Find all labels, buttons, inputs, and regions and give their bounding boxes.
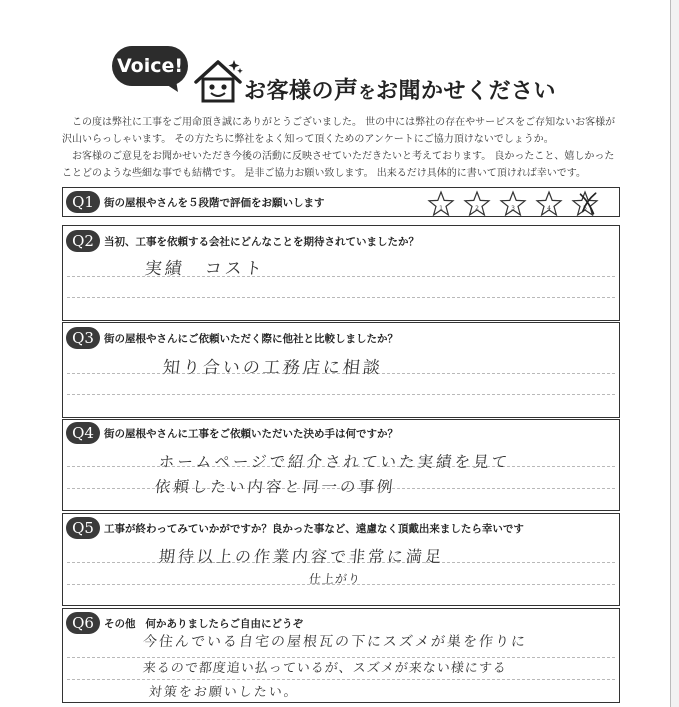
rating-star-number: 4 — [547, 205, 551, 212]
rating-star-1[interactable] — [427, 190, 455, 218]
rating-star-number: 5 — [583, 205, 587, 212]
question-badge: Q5 — [66, 517, 100, 539]
question-q4 — [62, 419, 620, 511]
rating-star-3[interactable] — [499, 190, 527, 218]
rating-star-number: 1 — [439, 205, 443, 212]
question-text: 当初、工事を依頼する会社にどんなことを期待されていましたか？ — [104, 235, 419, 248]
voice-badge-label: Voice! — [116, 55, 184, 77]
question-badge: Q3 — [66, 327, 100, 349]
rating-star-number: 2 — [475, 205, 479, 212]
question-text: 街の屋根やさんにご依頼いただく際に他社と比較しましたか？ — [104, 332, 398, 345]
star-icon — [535, 190, 563, 218]
question-badge: Q4 — [66, 422, 100, 444]
handwritten-answer-line-1: ホームページで紹介されていた実績を見て — [157, 453, 512, 471]
question-label: その他 — [104, 617, 136, 630]
handwritten-answer-line-2: 来るので都度追い払っているが、スズメが来ない様にする — [142, 661, 508, 676]
intro-paragraph-2: お客様のご意見をお聞かせいただき今後の活動に反映させていただきたいと考えております。 良かったこと、嬉しかったことどのような些細な事でも結構です。 是非ご協力お願い致します。 出来るだけ具体的に書いて頂ければ幸いです。 — [62, 151, 615, 179]
question-badge: Q6 — [66, 612, 100, 634]
question-q5 — [62, 513, 620, 606]
smiling-house-icon — [192, 54, 244, 106]
question-text: 工事が終わってみていかがですか？良かった事など、遠慮なく頂戴出来ましたら幸いです — [104, 522, 524, 535]
handwritten-answer: 期待以上の作業内容で非常に満足 — [157, 547, 445, 566]
page-edge-line — [670, 0, 671, 707]
question-text: 何かありましたらご自由にどうぞ — [145, 617, 303, 630]
rating-star-number: 3 — [511, 205, 515, 212]
intro-text — [62, 114, 618, 182]
voice-badge — [112, 46, 190, 94]
star-icon — [463, 190, 491, 218]
selected-rating-mark — [573, 190, 601, 218]
survey-header — [112, 42, 582, 114]
handwritten-answer: 実績 コスト — [143, 259, 266, 279]
question-q6 — [62, 608, 620, 703]
handwritten-answer-line-1: 今住んでいる自宅の屋根瓦の下にスズメが巣を作りに — [142, 634, 528, 650]
page-title: お客様の声をお聞かせください — [244, 76, 557, 104]
question-q1 — [62, 187, 620, 217]
question-text: 街の屋根やさんに工事をご依頼いただいた決め手は何ですか？ — [104, 427, 398, 440]
intro-paragraph-1: この度は弊社に工事をご用命頂き誠にありがとうございました。 世の中には弊社の存在やサービスをご存知ないお客様が沢山いらっしゃいます。 その方たちに弊社をよく知って頂くためのアンケートにご協力頂けないでしょうか。 — [62, 117, 616, 145]
rating-stars[interactable] — [427, 190, 599, 218]
rating-star-2[interactable] — [463, 190, 491, 218]
page-edge-shade — [671, 0, 679, 707]
question-q2 — [62, 225, 620, 321]
question-badge: Q2 — [66, 230, 100, 252]
handwritten-answer-line-2: 依頼したい内容と同一の事例 — [153, 478, 397, 496]
star-icon — [499, 190, 527, 218]
rating-star-4[interactable] — [535, 190, 563, 218]
handwritten-answer-line-3: 対策をお願いしたい。 — [148, 685, 300, 700]
question-text: 街の屋根やさんを５段階で評価をお願いします — [104, 196, 325, 209]
handwritten-answer: 知り合いの工務店に相談 — [161, 358, 384, 378]
question-badge: Q1 — [66, 191, 100, 213]
star-icon — [427, 190, 455, 218]
rating-star-5[interactable] — [571, 190, 599, 218]
handwritten-insert: 仕上がり — [308, 572, 362, 586]
question-q3 — [62, 322, 620, 418]
